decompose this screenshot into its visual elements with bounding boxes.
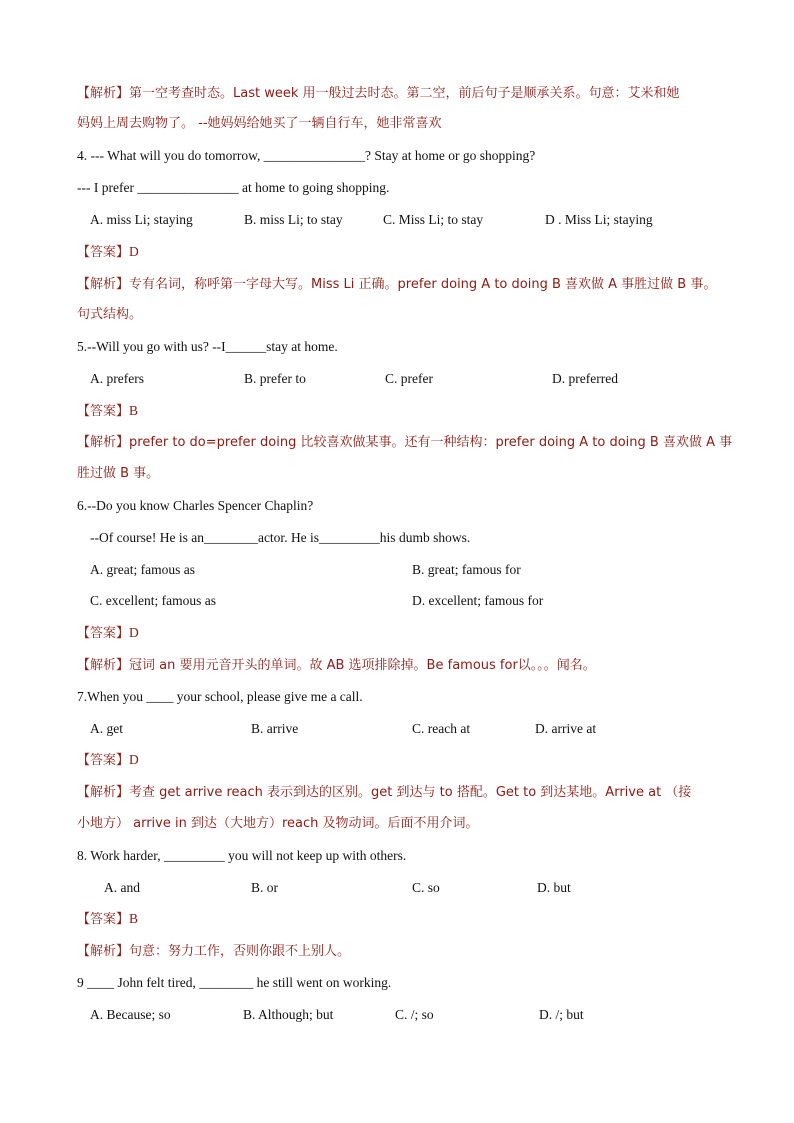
q8-option-a: A. and (104, 880, 140, 895)
q7-option-b: B. arrive (251, 721, 299, 736)
q4-option-d: D . Miss Li; staying (545, 212, 653, 227)
q5-analysis-line-2: 胜过做 B 事。 (77, 466, 160, 481)
q9-stem-1: 9 ____ John felt tired, ________ he still went on working. (77, 975, 392, 990)
q8-option-d: D. but (537, 880, 571, 895)
analysis-tag: 【解析】 (77, 658, 130, 673)
q7-analysis-line-2: 小地方） arrive in 到达（大地方）reach 及物动词。后面不用介词。 (77, 816, 479, 831)
analysis-text: 考查 get arrive reach 表示到达的区别。get 到达与 to 搭配。Get to 到达某地。Arrive at （接 (129, 785, 692, 800)
analysis-text: 专有名词，称呼第一字母大写。Miss Li 正确。prefer doing A to doing B 喜欢做 A 事胜过做 B 事。 (129, 277, 717, 292)
q9-option-d: D. /; but (539, 1007, 584, 1022)
q7-option-d: D. arrive at (535, 721, 597, 736)
q8-stem-1: 8. Work harder, _________ you will not keep up with others. (77, 848, 407, 863)
q7-stem-1: 7.When you ____ your school, please give me a call. (77, 689, 363, 704)
answer-tag: 【答案】 (77, 753, 130, 768)
q4-stem-2: --- I prefer _______________ at home to going shopping. (77, 180, 390, 195)
analysis-tag: 【解析】 (77, 944, 130, 959)
q8-analysis-line-1 (77, 942, 350, 961)
answer-value: B (129, 911, 139, 926)
analysis-tag: 【解析】 (77, 277, 130, 292)
q6-answer (77, 624, 139, 643)
q9-option-a: A. Because; so (90, 1007, 171, 1022)
analysis-tag: 【解析】 (77, 86, 130, 101)
q7-analysis-line-1 (77, 783, 691, 802)
analysis-tag: 【解析】 (77, 785, 130, 800)
q4-option-a: A. miss Li; staying (90, 212, 193, 227)
q5-option-a: A. prefers (90, 371, 144, 386)
analysis-text: 冠词 an 要用元音开头的单词。故 AB 选项排除掉。Be famous for以。。。闻名。 (129, 658, 596, 673)
q7-answer (77, 751, 139, 770)
q6-stem-2: --Of course! He is an________actor. He is_________his dumb shows. (90, 530, 471, 545)
answer-value: D (129, 625, 139, 640)
q6-analysis-line-1 (77, 656, 596, 675)
q5-answer (77, 402, 138, 421)
q4-option-b: B. miss Li; to stay (244, 212, 343, 227)
q8-option-b: B. or (251, 880, 278, 895)
q4-analysis-line-1 (77, 275, 716, 294)
analysis-text: prefer to do=prefer doing 比较喜欢做某事。还有一种结构：prefer doing A to doing B 喜欢做 A 事 (129, 435, 733, 450)
q7-option-a: A. get (90, 721, 123, 736)
analysis-tag: 【解析】 (77, 435, 130, 450)
analysis-text: 句意：努力工作，否则你跟不上别人。 (129, 944, 351, 959)
q3-analysis-line-2: 妈妈上周去购物了。 --她妈妈给她买了一辆自行车，她非常喜欢 (77, 116, 442, 131)
q3-analysis-line-1 (77, 84, 680, 103)
q8-option-c: C. so (412, 880, 440, 895)
q6-option-b: B. great; famous for (412, 562, 521, 577)
q4-analysis-line-2: 句式结构。 (77, 307, 143, 322)
q6-option-c: C. excellent; famous as (90, 593, 216, 608)
q9-option-b: B. Although; but (243, 1007, 334, 1022)
answer-value: D (129, 752, 139, 767)
q6-stem-1: 6.--Do you know Charles Spencer Chaplin? (77, 498, 314, 513)
answer-tag: 【答案】 (77, 912, 130, 927)
q4-answer (77, 243, 139, 262)
answer-tag: 【答案】 (77, 626, 130, 641)
q5-option-d: D. preferred (552, 371, 618, 386)
answer-value: D (129, 244, 139, 259)
q5-stem-1: 5.--Will you go with us? --I______stay at home. (77, 339, 338, 354)
q8-answer (77, 910, 138, 929)
q9-option-c: C. /; so (395, 1007, 434, 1022)
q6-option-a: A. great; famous as (90, 562, 195, 577)
answer-value: B (129, 403, 139, 418)
q5-analysis-line-1 (77, 433, 732, 452)
answer-tag: 【答案】 (77, 404, 130, 419)
q4-stem-1: 4. --- What will you do tomorrow, _______________? Stay at home or go shopping? (77, 148, 536, 163)
q4-option-c: C. Miss Li; to stay (383, 212, 484, 227)
answer-tag: 【答案】 (77, 245, 130, 260)
q7-option-c: C. reach at (412, 721, 471, 736)
q5-option-b: B. prefer to (244, 371, 306, 386)
q5-option-c: C. prefer (385, 371, 433, 386)
analysis-text: 第一空考查时态。Last week 用一般过去时态。第二空，前后句子是顺承关系。句意：艾米和她 (129, 86, 680, 101)
q6-option-d: D. excellent; famous for (412, 593, 544, 608)
